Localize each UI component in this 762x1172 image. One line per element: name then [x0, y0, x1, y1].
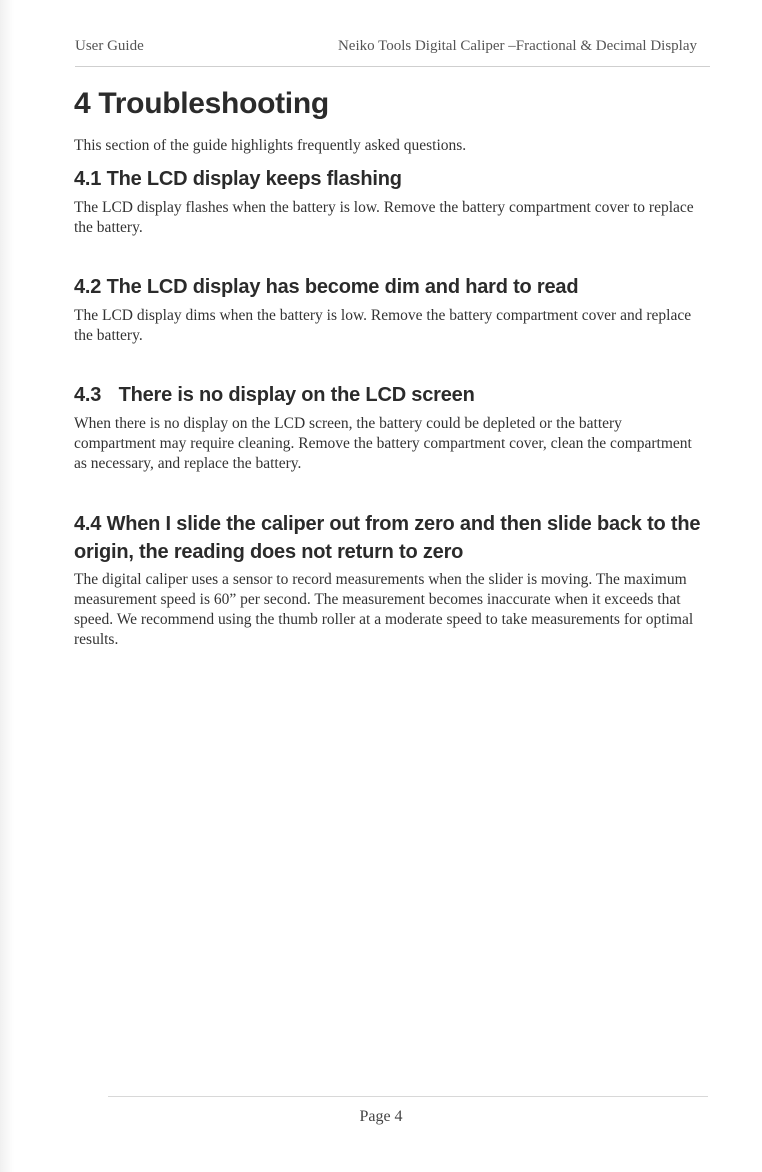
section-body: When there is no display on the LCD screen, the battery could be depleted or the battery compartment may require cleaning. Remove the battery compartment cover, clean the compartment as necessary, and replace the battery.	[74, 415, 692, 472]
header-divider	[75, 66, 710, 67]
header-doc-type: User Guide	[75, 38, 144, 54]
section-number: 4.1	[74, 168, 102, 190]
section-heading-text: The LCD display keeps flashing	[106, 168, 402, 190]
page-number: Page 4	[359, 1108, 403, 1125]
chapter-intro: This section of the guide highlights frequently asked questions.	[74, 137, 467, 154]
section-body: The digital caliper uses a sensor to record measurements when the slider is moving. The maximum measurement speed is 60” per second. The measurement becomes inaccurate when it exceeds that speed. We recommend using the thumb roller at a moderate speed to take measurements for optimal results.	[74, 571, 694, 648]
section-heading	[74, 274, 704, 300]
chapter-title: 4 Troubleshooting	[74, 87, 329, 120]
section-heading	[74, 166, 704, 192]
section-heading	[74, 382, 704, 408]
page-edge-shadow	[0, 0, 14, 1172]
section-body: The LCD display flashes when the battery is low. Remove the battery compartment cover to replace the battery.	[74, 199, 694, 236]
section-4-4	[74, 510, 704, 650]
section-4-2	[74, 274, 704, 346]
section-4-1	[74, 166, 704, 238]
section-number: 4.4	[74, 513, 102, 535]
section-body: The LCD display dims when the battery is low. Remove the battery compartment cover and replace the battery.	[74, 307, 692, 344]
section-heading-text: When I slide the caliper out from zero and then slide back to the origin, the reading does not return to zero	[74, 513, 701, 563]
page-content	[74, 82, 704, 650]
page-header	[75, 38, 697, 58]
section-heading-text: There is no display on the LCD screen	[118, 384, 475, 406]
footer-divider	[108, 1096, 708, 1097]
header-doc-title: Neiko Tools Digital Caliper –Fractional & Decimal Display	[337, 38, 697, 54]
section-heading-text: The LCD display has become dim and hard to read	[106, 276, 579, 298]
section-number: 4.3	[74, 384, 102, 406]
section-4-3	[74, 382, 704, 474]
section-heading	[74, 510, 704, 566]
section-number: 4.2	[74, 276, 102, 298]
